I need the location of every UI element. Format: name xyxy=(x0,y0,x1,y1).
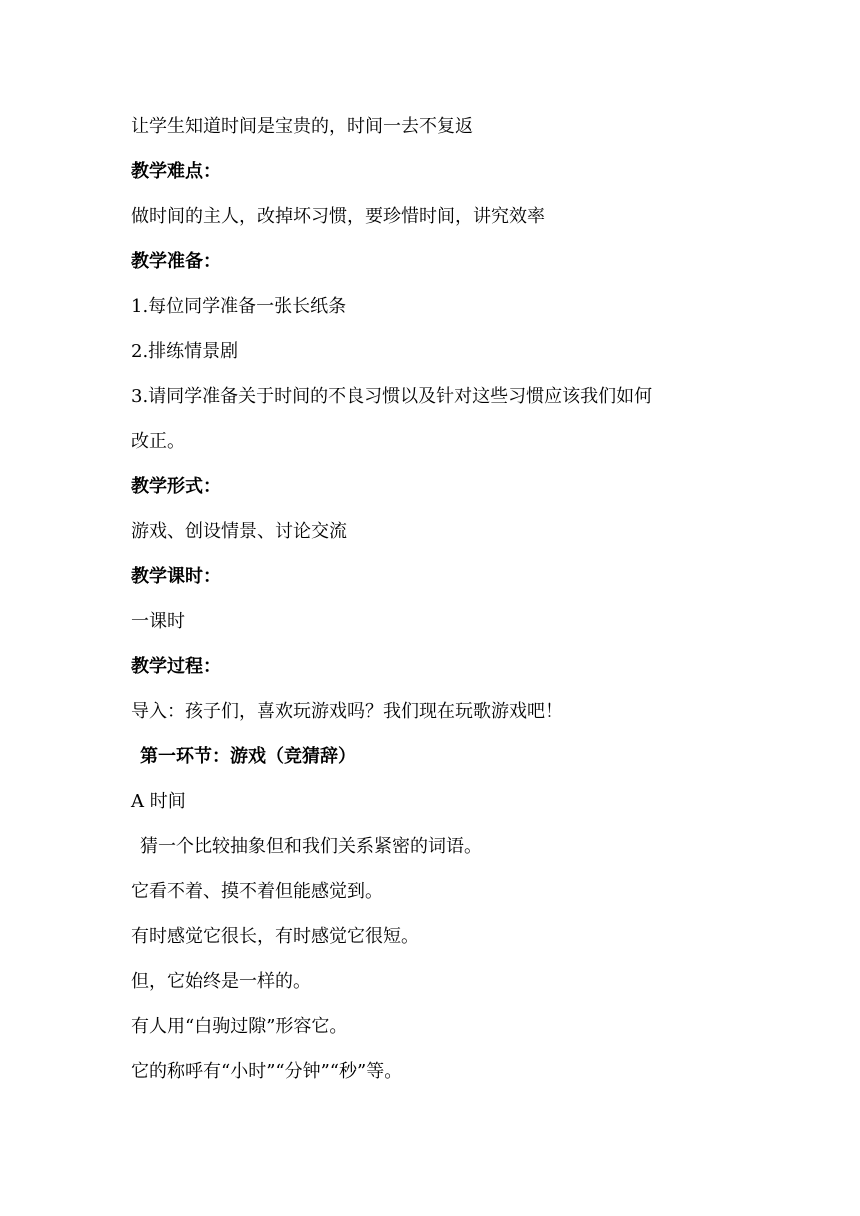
objective-text: 让学生知道时间是宝贵的，时间一去不复返 xyxy=(131,116,473,137)
riddle-line-5: 有人用“白驹过隙”形容它。 xyxy=(131,1016,348,1037)
riddle-line-2: 它看不着、摸不着但能感觉到。 xyxy=(131,881,383,902)
riddle-line-1: 猜一个比较抽象但和我们关系紧密的词语。 xyxy=(140,836,482,857)
preparation-item-1: 1.每位同学准备一张长纸条 xyxy=(131,296,347,317)
preparation-item-3: 3.请同学准备关于时间的不良习惯以及针对这些习惯应该我们如何 xyxy=(131,386,653,407)
heading-preparation: 教学准备： xyxy=(131,251,221,272)
riddle-answer-label: A 时间 xyxy=(131,791,186,812)
heading-process: 教学过程： xyxy=(131,656,221,677)
preparation-item-3-continued: 改正。 xyxy=(131,431,185,452)
riddle-line-6: 它的称呼有“小时”“分钟”“秒”等。 xyxy=(131,1061,403,1082)
preparation-item-2: 2.排练情景剧 xyxy=(131,341,239,362)
intro-text: 导入：孩子们，喜欢玩游戏吗？我们现在玩歌游戏吧！ xyxy=(131,701,563,722)
class-hours-text: 一课时 xyxy=(131,611,185,632)
heading-difficulty: 教学难点： xyxy=(131,161,221,182)
heading-class-hours: 教学课时： xyxy=(131,566,221,587)
heading-format: 教学形式： xyxy=(131,476,221,497)
riddle-line-3: 有时感觉它很长，有时感觉它很短。 xyxy=(131,926,419,947)
format-text: 游戏、创设情景、讨论交流 xyxy=(131,521,347,542)
riddle-line-4: 但，它始终是一样的。 xyxy=(131,971,311,992)
section-one-heading: 第一环节：游戏（竞猜辞） xyxy=(140,746,356,767)
difficulty-text: 做时间的主人，改掉坏习惯，要珍惜时间，讲究效率 xyxy=(131,206,545,227)
